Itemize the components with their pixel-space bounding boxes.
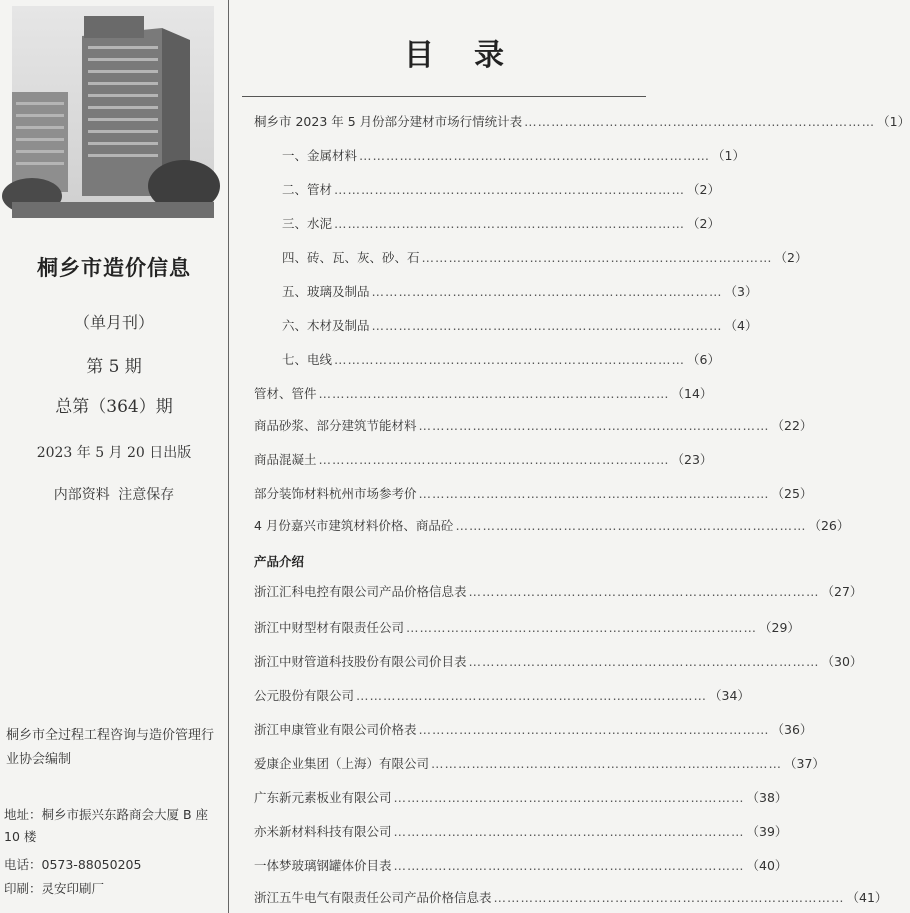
leader-dots: …………………………………………………………………… bbox=[524, 114, 876, 129]
leader-dots: …………………………………………………………………… bbox=[431, 756, 783, 771]
toc-item-label: 广东新元素板业有限公司 bbox=[254, 790, 392, 805]
toc-item-label: 五、玻璃及制品 bbox=[282, 284, 370, 299]
leader-dots: …………………………………………………………………… bbox=[371, 284, 723, 299]
toc-item-page: （2） bbox=[774, 250, 808, 265]
product-item[interactable] bbox=[254, 754, 825, 772]
toc-item[interactable] bbox=[282, 146, 745, 164]
toc-item-label: 浙江中财管道科技股份有限公司价目表 bbox=[254, 654, 467, 669]
toc-item-label: 桐乡市 2023 年 5 月份部分建材市场行情统计表 bbox=[254, 114, 523, 129]
toc-item-label: 三、水泥 bbox=[282, 216, 333, 231]
leader-dots: …………………………………………………………………… bbox=[359, 148, 711, 163]
leader-dots: …………………………………………………………………… bbox=[468, 654, 820, 669]
toc-item[interactable] bbox=[282, 350, 720, 368]
toc-item-label: 七、电线 bbox=[282, 352, 333, 367]
leader-dots: …………………………………………………………………… bbox=[334, 182, 686, 197]
leader-dots: …………………………………………………………………… bbox=[418, 722, 770, 737]
toc-item-label: 4 月份嘉兴市建筑材料价格、商品砼 bbox=[254, 518, 454, 533]
toc-item-page: （41） bbox=[846, 890, 888, 905]
product-item[interactable] bbox=[254, 888, 888, 906]
phone-text: 电话：0573-88050205 bbox=[4, 857, 142, 872]
cover-column bbox=[0, 0, 228, 913]
toc-item[interactable] bbox=[254, 484, 813, 502]
toc-item-label: 商品混凝土 bbox=[254, 452, 317, 467]
toc-title: 目录 bbox=[404, 38, 544, 73]
product-item[interactable] bbox=[254, 788, 788, 806]
toc-item-page: （1） bbox=[712, 148, 745, 163]
column-divider bbox=[228, 0, 229, 913]
toc-item-page: （40） bbox=[746, 858, 788, 873]
product-item[interactable] bbox=[254, 686, 750, 704]
toc-item-page: （27） bbox=[821, 584, 863, 599]
toc-item-page: （2） bbox=[687, 182, 720, 197]
leader-dots: …………………………………………………………………… bbox=[334, 216, 686, 231]
leader-dots: …………………………………………………………………… bbox=[468, 584, 820, 599]
building-photo bbox=[12, 6, 214, 218]
toc-item-page: （25） bbox=[771, 486, 813, 501]
publication-title: 桐乡市造价信息 bbox=[37, 256, 191, 280]
toc-item-label: 浙江汇科电控有限公司产品价格信息表 bbox=[254, 584, 467, 599]
leader-dots: …………………………………………………………………… bbox=[393, 790, 745, 805]
toc-item-page: （29） bbox=[759, 620, 800, 635]
toc-item[interactable] bbox=[282, 180, 720, 198]
leader-dots: …………………………………………………………………… bbox=[356, 688, 708, 703]
leader-dots: …………………………………………………………………… bbox=[493, 890, 845, 905]
product-item[interactable] bbox=[254, 652, 863, 670]
toc-item-page: （1） bbox=[877, 114, 910, 129]
toc-item-label: 一体梦玻璃钢罐体价目表 bbox=[254, 858, 392, 873]
toc-title-rule bbox=[242, 96, 646, 97]
toc-item[interactable] bbox=[282, 214, 720, 232]
leader-dots: …………………………………………………………………… bbox=[371, 318, 723, 333]
toc-item-label: 公元股份有限公司 bbox=[254, 688, 355, 703]
toc-item-page: （36） bbox=[771, 722, 813, 737]
leader-dots: …………………………………………………………………… bbox=[418, 418, 770, 433]
confidential-notice: 内部资料 注意保存 bbox=[53, 487, 175, 503]
product-item[interactable] bbox=[254, 856, 788, 874]
leader-dots: …………………………………………………………………… bbox=[421, 250, 773, 265]
toc-item-page: （30） bbox=[821, 654, 863, 669]
toc-item-label: 二、管材 bbox=[282, 182, 333, 197]
toc-item-page: （38） bbox=[746, 790, 788, 805]
toc-item[interactable] bbox=[282, 282, 758, 300]
toc-item-page: （23） bbox=[671, 452, 713, 467]
product-item[interactable] bbox=[254, 582, 863, 600]
address-label: 地址： bbox=[4, 807, 42, 822]
issue-number: 第 5 期 bbox=[86, 357, 142, 377]
toc-item-label: 浙江申康管业有限公司价格表 bbox=[254, 722, 417, 737]
toc-item-label: 浙江中财型材有限责任公司 bbox=[254, 620, 405, 635]
product-item[interactable] bbox=[254, 720, 813, 738]
leader-dots: …………………………………………………………………… bbox=[393, 858, 745, 873]
leader-dots: …………………………………………………………………… bbox=[418, 486, 770, 501]
leader-dots: …………………………………………………………………… bbox=[406, 620, 758, 635]
toc-item-page: （26） bbox=[808, 518, 850, 533]
toc-item[interactable] bbox=[254, 516, 850, 534]
publication-date: 2023 年 5 月 20 日出版 bbox=[36, 445, 192, 461]
toc-item-label: 一、金属材料 bbox=[282, 148, 358, 163]
toc-item[interactable] bbox=[254, 384, 713, 402]
toc-item[interactable] bbox=[282, 248, 808, 266]
toc-item-label: 商品砂浆、部分建筑节能材料 bbox=[254, 418, 417, 433]
toc-item-page: （39） bbox=[746, 824, 788, 839]
toc-item-label: 浙江五牛电气有限责任公司产品价格信息表 bbox=[254, 890, 492, 905]
address-text: 桐乡市振兴东路商会大厦 B 座 10 楼 bbox=[4, 807, 209, 844]
product-item[interactable] bbox=[254, 618, 800, 636]
toc-item[interactable] bbox=[254, 416, 813, 434]
toc-item-label: 四、砖、瓦、灰、砂、石 bbox=[282, 250, 420, 265]
product-item[interactable] bbox=[254, 822, 788, 840]
toc-item-page: （37） bbox=[784, 756, 825, 771]
printer-text: 印刷：灵安印刷厂 bbox=[4, 881, 105, 896]
toc-item[interactable] bbox=[254, 112, 910, 130]
toc-item-label: 管材、管件 bbox=[254, 386, 317, 401]
toc-item-page: （4） bbox=[724, 318, 758, 333]
leader-dots: …………………………………………………………………… bbox=[334, 352, 686, 367]
toc-item-label: 爱康企业集团（上海）有限公司 bbox=[254, 756, 430, 771]
product-section-heading: 产品介绍 bbox=[254, 554, 305, 569]
toc-item[interactable] bbox=[282, 316, 758, 334]
toc-item-page: （34） bbox=[709, 688, 750, 703]
toc-item-page: （22） bbox=[771, 418, 813, 433]
leader-dots: …………………………………………………………………… bbox=[318, 386, 670, 401]
toc-item-label: 部分装饰材料杭州市场参考价 bbox=[254, 486, 417, 501]
edition-label: （单月刊） bbox=[73, 313, 154, 332]
compiler-text: 桐乡市全过程工程咨询与造价管理行业协会编制 bbox=[6, 728, 215, 767]
address-block bbox=[4, 804, 222, 848]
leader-dots: …………………………………………………………………… bbox=[455, 518, 807, 533]
leader-dots: …………………………………………………………………… bbox=[393, 824, 745, 839]
toc-item-page: （6） bbox=[687, 352, 720, 367]
toc-item-label: 亦米新材料科技有限公司 bbox=[254, 824, 392, 839]
total-issue-number: 总第（364）期 bbox=[55, 397, 173, 417]
leader-dots: …………………………………………………………………… bbox=[318, 452, 670, 467]
toc-item-label: 六、木材及制品 bbox=[282, 318, 370, 333]
toc-item[interactable] bbox=[254, 450, 713, 468]
toc-item-page: （14） bbox=[671, 386, 713, 401]
toc-item-page: （3） bbox=[724, 284, 758, 299]
toc-item-page: （2） bbox=[687, 216, 720, 231]
